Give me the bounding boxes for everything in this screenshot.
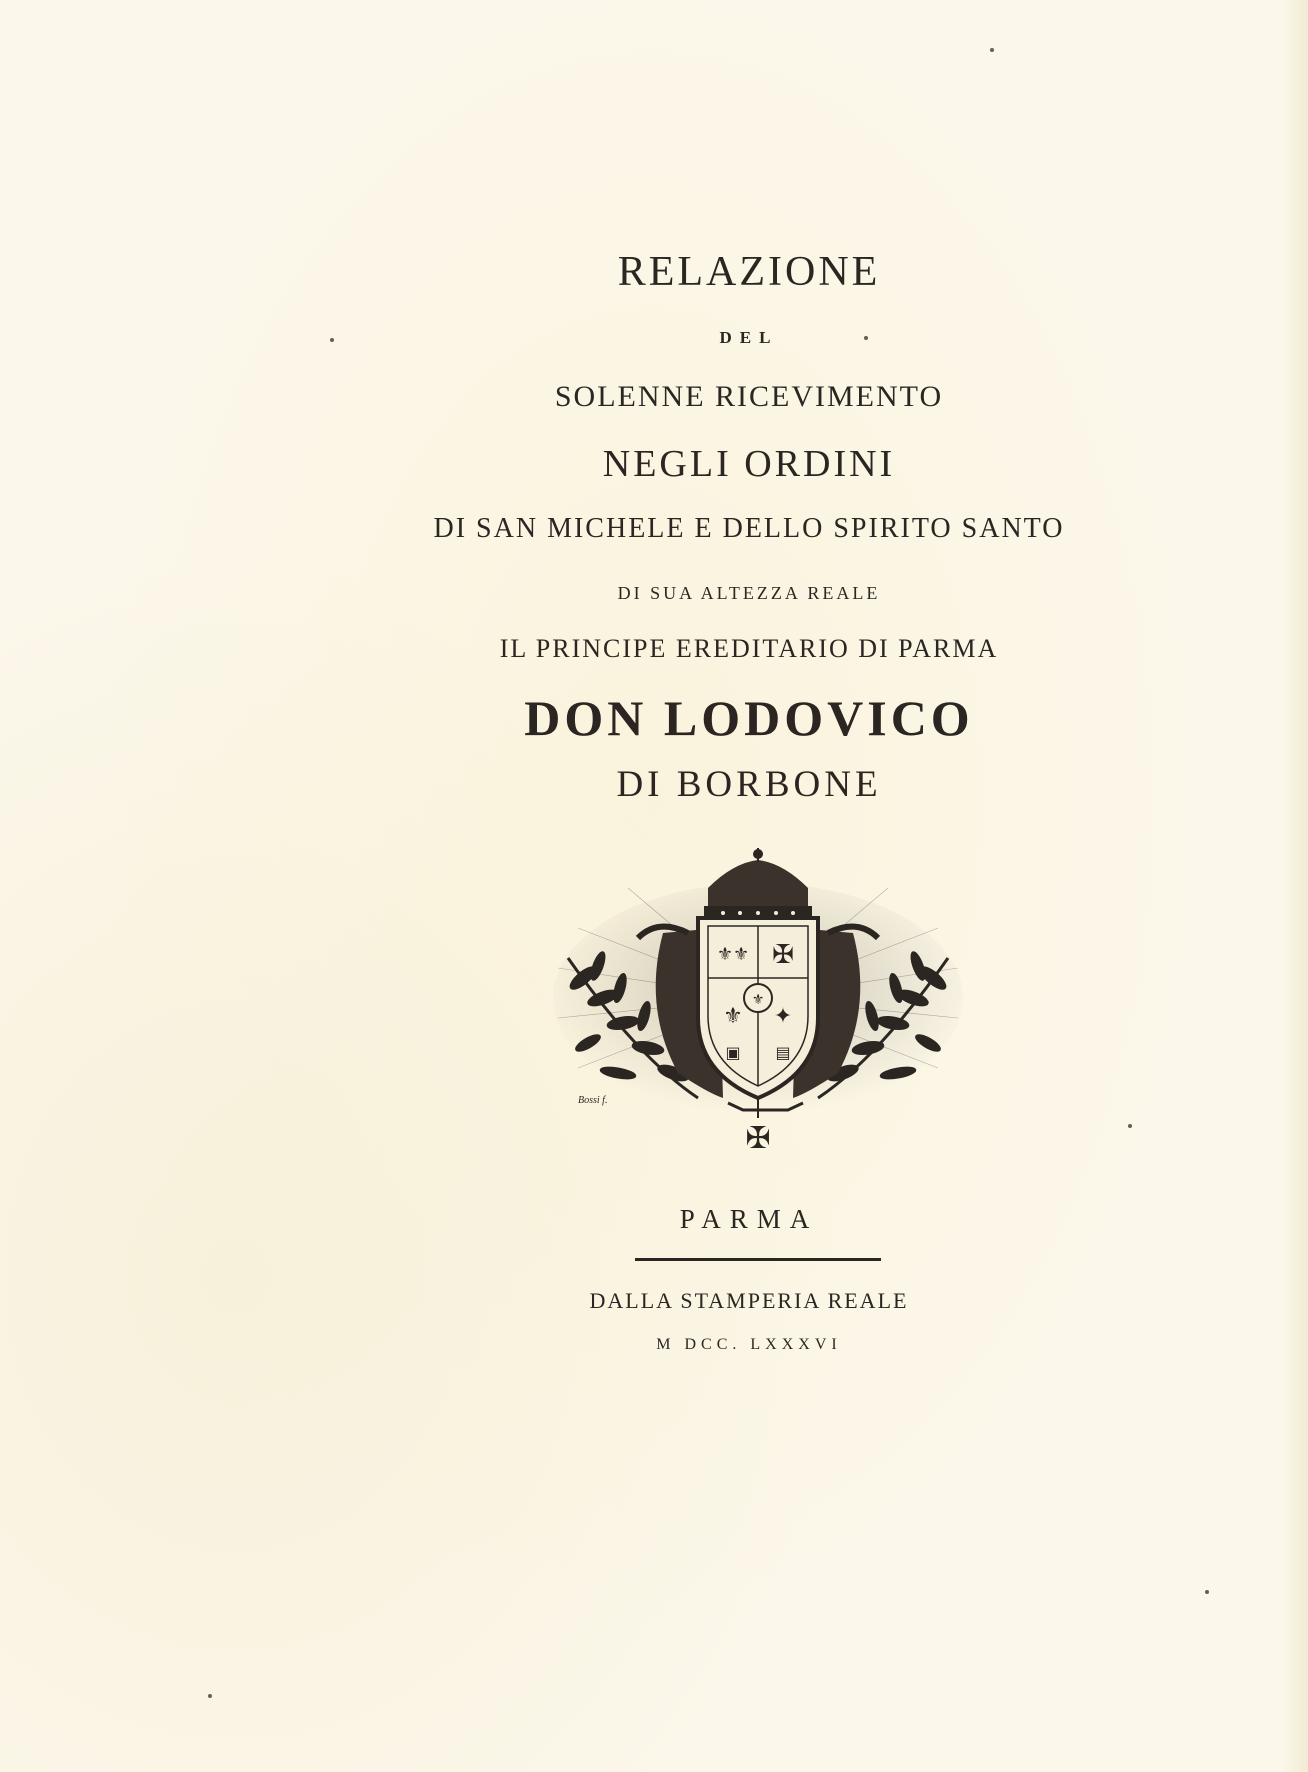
title-line-solenne: SOLENNE RICEVIMENTO <box>554 380 944 413</box>
paper-speck <box>1128 1124 1132 1128</box>
title-heading: RELAZIONE <box>617 249 881 295</box>
imprint-rule <box>635 1258 881 1261</box>
svg-text:⚜⚜: ⚜⚜ <box>716 944 750 965</box>
coat-of-arms-icon <box>548 848 968 1158</box>
imprint-city: PARMA <box>679 1204 819 1234</box>
svg-text:✠: ✠ <box>745 1121 771 1156</box>
title-line-honorific: DI SUA ALTEZZA REALE <box>617 583 881 603</box>
svg-text:⚜: ⚜ <box>751 992 765 1008</box>
svg-text:✦: ✦ <box>773 1004 793 1029</box>
title-line-negli: NEGLI ORDINI <box>602 443 896 485</box>
title-line-prince: IL PRINCIPE EREDITARIO DI PARMA <box>499 634 999 663</box>
paper-speck <box>1205 1590 1209 1594</box>
svg-text:▤: ▤ <box>775 1043 791 1062</box>
paper-speck <box>990 48 994 52</box>
svg-text:▣: ▣ <box>725 1043 741 1062</box>
svg-text:⚜: ⚜ <box>723 1004 743 1029</box>
title-name-main: DON LODOVICO <box>524 690 974 746</box>
title-name-house: DI BORBONE <box>616 764 882 805</box>
title-line-orders: DI SAN MICHELE E DELLO SPIRITO SANTO <box>433 513 1065 544</box>
svg-text:✠: ✠ <box>772 940 794 970</box>
paper-speck <box>208 1694 212 1698</box>
imprint-printer: DALLA STAMPERIA REALE <box>589 1288 909 1313</box>
imprint-year: M DCC. LXXXVI <box>656 1336 842 1353</box>
paper-speck <box>330 338 334 342</box>
title-preposition: DEL <box>719 328 779 347</box>
engraver-signature: Bossi f. <box>578 1095 608 1106</box>
paper-speck <box>864 336 868 340</box>
